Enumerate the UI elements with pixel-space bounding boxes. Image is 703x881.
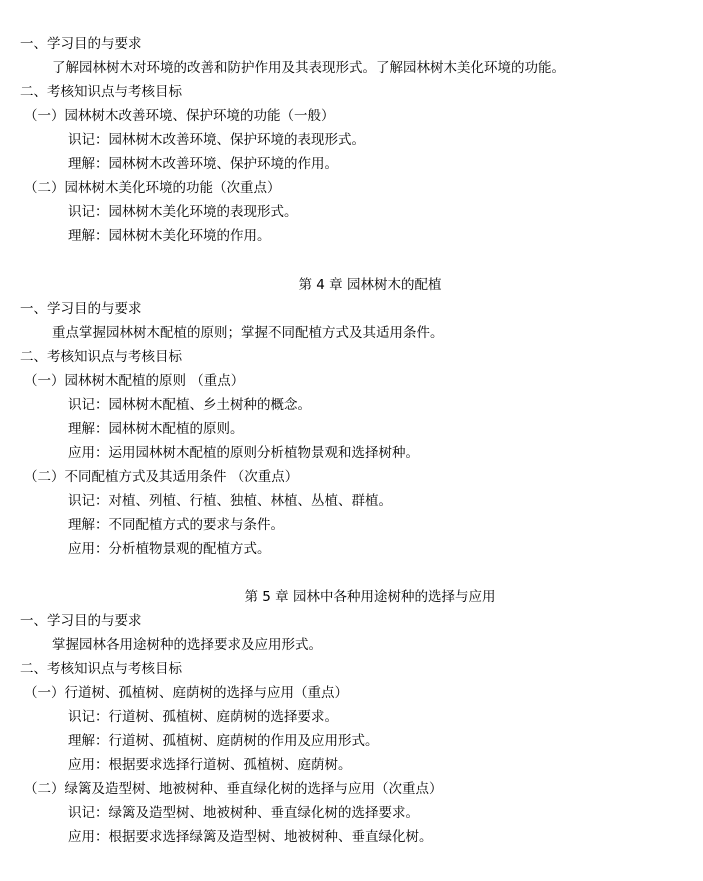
targets-heading: 二、考核知识点与考核目标 [20,84,182,100]
knowledge-point-item: 应用：分析植物景观的配植方式。 [68,541,271,557]
targets-heading: 二、考核知识点与考核目标 [20,349,182,365]
knowledge-point-item: 识记：园林树木配植、乡土树种的概念。 [68,397,311,413]
knowledge-point-title: （一）行道树、孤植树、庭荫树的选择与应用（重点） [24,685,348,701]
knowledge-point-item: 理解：不同配植方式的要求与条件。 [68,517,284,533]
knowledge-point-item: 理解：行道树、孤植树、庭荫树的作用及应用形式。 [68,733,379,749]
objectives-text: 掌握园林各用途树种的选择要求及应用形式。 [52,637,322,653]
knowledge-point-item: 识记：园林树木改善环境、保护环境的表现形式。 [68,132,365,148]
chapter-title: 第 5 章 园林中各种用途树种的选择与应用 [244,589,496,605]
knowledge-point-item: 理解：园林树木美化环境的作用。 [68,228,271,244]
knowledge-point-title: （二）园林树木美化环境的功能（次重点） [24,180,281,196]
objectives-heading: 一、学习目的与要求 [20,36,142,52]
knowledge-point-item: 应用：根据要求选择行道树、孤植树、庭荫树。 [68,757,352,773]
knowledge-point-item: 应用：根据要求选择绿篱及造型树、地被树种、垂直绿化树。 [68,829,433,845]
knowledge-point-item: 识记：绿篱及造型树、地被树种、垂直绿化树的选择要求。 [68,805,419,821]
knowledge-point-title: （一）园林树木配植的原则 （重点） [24,373,245,389]
objectives-text: 重点掌握园林树木配植的原则；掌握不同配植方式及其适用条件。 [52,325,444,341]
knowledge-point-title: （二）不同配植方式及其适用条件 （次重点） [24,469,299,485]
knowledge-point-item: 理解：园林树木配植的原则。 [68,421,244,437]
knowledge-point-title: （一）园林树木改善环境、保护环境的功能（一般） [24,108,335,124]
objectives-heading: 一、学习目的与要求 [20,613,142,629]
knowledge-point-item: 识记：行道树、孤植树、庭荫树的选择要求。 [68,709,338,725]
objectives-text: 了解园林树木对环境的改善和防护作用及其表现形式。了解园林树木美化环境的功能。 [52,60,565,76]
knowledge-point-title: （二）绿篱及造型树、地被树种、垂直绿化树的选择与应用（次重点） [24,781,443,797]
knowledge-point-item: 识记：对植、列植、行植、独植、林植、丛植、群植。 [68,493,392,509]
knowledge-point-item: 识记：园林树木美化环境的表现形式。 [68,204,298,220]
knowledge-point-item: 应用：运用园林树木配植的原则分析植物景观和选择树种。 [68,445,419,461]
objectives-heading: 一、学习目的与要求 [20,301,142,317]
chapter-title: 第 4 章 园林树木的配植 [298,277,442,293]
knowledge-point-item: 理解：园林树木改善环境、保护环境的作用。 [68,156,338,172]
targets-heading: 二、考核知识点与考核目标 [20,661,182,677]
